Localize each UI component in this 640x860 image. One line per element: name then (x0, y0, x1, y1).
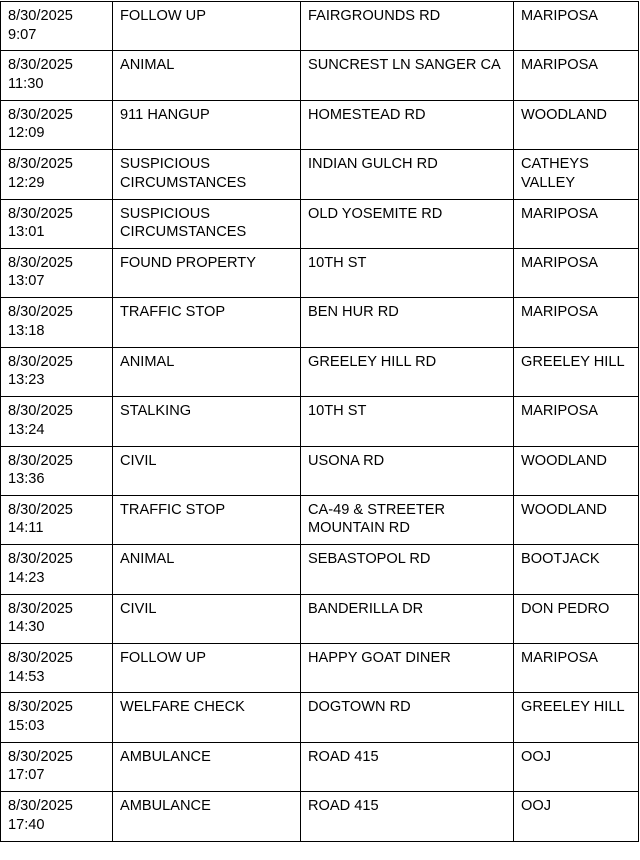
call-type-cell (113, 298, 301, 347)
table-row (1, 2, 639, 51)
location-cell (301, 446, 514, 495)
call-type-cell (113, 2, 301, 51)
table-row (1, 644, 639, 693)
table-row (1, 495, 639, 544)
call-type-cell-text: SUSPICIOUS CIRCUMSTANCES (120, 156, 247, 191)
location-cell-text: SUNCREST LN SANGER CA (308, 57, 501, 74)
datetime-cell (1, 397, 113, 446)
call-type-cell-text: SUSPICIOUS CIRCUMSTANCES (120, 205, 247, 241)
datetime-cell-text: 8/30/2025 14:11 (8, 501, 73, 537)
location-cell (301, 2, 514, 51)
call-type-cell-text: TRAFFIC STOP (120, 501, 226, 518)
city-cell-text: WOODLAND (521, 501, 607, 518)
datetime-cell-text: 8/30/2025 9:07 (8, 8, 73, 43)
city-cell (514, 2, 639, 51)
call-type-cell (113, 644, 301, 693)
city-cell-text: WOODLAND (521, 106, 607, 123)
call-type-cell (113, 100, 301, 149)
city-cell (514, 248, 639, 297)
call-log-table (0, 1, 639, 842)
location-cell (301, 248, 514, 297)
city-cell (514, 397, 639, 446)
datetime-cell-text: 8/30/2025 14:53 (8, 650, 73, 685)
datetime-cell (1, 347, 113, 396)
city-cell-text: MARIPOSA (521, 8, 599, 24)
call-log-body (1, 2, 639, 842)
call-type-cell-text: WELFARE CHECK (120, 699, 245, 716)
city-cell-text: OOJ (521, 748, 551, 765)
call-type-cell-text: STALKING (120, 403, 192, 420)
datetime-cell (1, 2, 113, 51)
table-row (1, 100, 639, 149)
datetime-cell-text: 8/30/2025 17:07 (8, 748, 73, 784)
location-cell-text: 10TH ST (308, 254, 367, 271)
location-cell (301, 100, 514, 149)
city-cell-text: MARIPOSA (521, 254, 599, 271)
location-cell-text: DOGTOWN RD (308, 699, 411, 716)
datetime-cell-text: 8/30/2025 14:30 (8, 600, 73, 636)
call-type-cell-text: 911 HANGUP (120, 106, 210, 123)
city-cell-text: MARIPOSA (521, 403, 599, 420)
location-cell-text: OLD YOSEMITE RD (308, 205, 443, 222)
location-cell (301, 298, 514, 347)
location-cell-text: FAIRGROUNDS RD (308, 8, 441, 24)
datetime-cell (1, 792, 113, 841)
datetime-cell-text: 8/30/2025 13:07 (8, 254, 73, 290)
location-cell (301, 150, 514, 199)
table-row (1, 742, 639, 791)
location-cell (301, 594, 514, 643)
datetime-cell (1, 545, 113, 594)
location-cell (301, 545, 514, 594)
table-row (1, 150, 639, 199)
datetime-cell-text: 8/30/2025 12:29 (8, 156, 73, 191)
table-row (1, 594, 639, 643)
city-cell (514, 446, 639, 495)
call-type-cell-text: CIVIL (120, 600, 157, 617)
location-cell-text: ROAD 415 (308, 798, 379, 815)
table-row (1, 397, 639, 446)
city-cell (514, 594, 639, 643)
datetime-cell (1, 693, 113, 742)
call-type-cell (113, 594, 301, 643)
call-type-cell (113, 51, 301, 100)
call-type-cell-text: CIVIL (120, 452, 157, 469)
call-type-cell (113, 792, 301, 841)
datetime-cell (1, 199, 113, 248)
call-type-cell (113, 495, 301, 544)
datetime-cell (1, 742, 113, 791)
location-cell (301, 693, 514, 742)
city-cell (514, 199, 639, 248)
location-cell-text: INDIAN GULCH RD (308, 156, 438, 173)
location-cell-text: SEBASTOPOL RD (308, 551, 431, 568)
location-cell-text: CA-49 & STREETER MOUNTAIN RD (308, 501, 446, 537)
datetime-cell (1, 51, 113, 100)
call-type-cell-text: ANIMAL (120, 57, 175, 74)
city-cell-text: MARIPOSA (521, 304, 599, 321)
city-cell-text: BOOTJACK (521, 551, 600, 568)
call-type-cell (113, 199, 301, 248)
city-cell-text: GREELEY HILL (521, 353, 625, 370)
call-type-cell-text: ANIMAL (120, 353, 175, 370)
call-type-cell (113, 545, 301, 594)
datetime-cell-text: 8/30/2025 13:24 (8, 403, 73, 438)
call-type-cell (113, 742, 301, 791)
datetime-cell-text: 8/30/2025 11:30 (8, 57, 73, 92)
city-cell (514, 298, 639, 347)
city-cell-text: GREELEY HILL (521, 699, 625, 716)
table-row (1, 298, 639, 347)
location-cell-text: ROAD 415 (308, 748, 379, 765)
datetime-cell-text: 8/30/2025 13:18 (8, 304, 73, 339)
location-cell (301, 51, 514, 100)
datetime-cell-text: 8/30/2025 13:01 (8, 205, 73, 241)
call-type-cell-text: FOUND PROPERTY (120, 254, 256, 271)
location-cell-text: GREELEY HILL RD (308, 353, 437, 370)
call-type-cell-text: AMBULANCE (120, 748, 211, 765)
city-cell-text: MARIPOSA (521, 650, 599, 667)
city-cell-text: WOODLAND (521, 452, 607, 469)
location-cell (301, 495, 514, 544)
call-type-cell-text: FOLLOW UP (120, 8, 206, 24)
call-type-cell (113, 347, 301, 396)
datetime-cell (1, 150, 113, 199)
city-cell (514, 644, 639, 693)
location-cell (301, 397, 514, 446)
city-cell-text: DON PEDRO (521, 600, 610, 617)
city-cell (514, 347, 639, 396)
location-cell-text: BANDERILLA DR (308, 600, 424, 617)
location-cell-text: USONA RD (308, 452, 385, 469)
city-cell-text: MARIPOSA (521, 205, 599, 222)
datetime-cell-text: 8/30/2025 14:23 (8, 551, 73, 586)
datetime-cell-text: 8/30/2025 12:09 (8, 106, 73, 142)
call-type-cell (113, 693, 301, 742)
call-type-cell (113, 248, 301, 297)
city-cell (514, 495, 639, 544)
datetime-cell (1, 100, 113, 149)
location-cell-text: 10TH ST (308, 403, 367, 420)
city-cell (514, 792, 639, 841)
datetime-cell-text: 8/30/2025 13:36 (8, 452, 73, 488)
location-cell-text: BEN HUR RD (308, 304, 399, 321)
table-row (1, 693, 639, 742)
call-type-cell (113, 446, 301, 495)
location-cell (301, 199, 514, 248)
city-cell (514, 51, 639, 100)
datetime-cell (1, 594, 113, 643)
table-row (1, 347, 639, 396)
city-cell (514, 100, 639, 149)
location-cell (301, 792, 514, 841)
location-cell (301, 347, 514, 396)
call-type-cell-text: TRAFFIC STOP (120, 304, 226, 321)
table-row (1, 792, 639, 841)
datetime-cell (1, 298, 113, 347)
datetime-cell-text: 8/30/2025 15:03 (8, 699, 73, 734)
call-type-cell (113, 397, 301, 446)
city-cell (514, 545, 639, 594)
location-cell (301, 644, 514, 693)
city-cell-text: OOJ (521, 798, 551, 815)
location-cell-text: HAPPY GOAT DINER (308, 650, 451, 667)
table-row (1, 446, 639, 495)
table-row (1, 199, 639, 248)
call-type-cell-text: AMBULANCE (120, 798, 211, 815)
datetime-cell-text: 8/30/2025 17:40 (8, 798, 73, 833)
city-cell-text: CATHEYS VALLEY (521, 156, 589, 191)
table-row (1, 248, 639, 297)
city-cell (514, 742, 639, 791)
city-cell (514, 150, 639, 199)
location-cell-text: HOMESTEAD RD (308, 106, 426, 123)
datetime-cell-text: 8/30/2025 13:23 (8, 353, 73, 389)
call-type-cell (113, 150, 301, 199)
table-row (1, 545, 639, 594)
city-cell-text: MARIPOSA (521, 57, 599, 74)
city-cell (514, 693, 639, 742)
datetime-cell (1, 495, 113, 544)
datetime-cell (1, 644, 113, 693)
call-type-cell-text: FOLLOW UP (120, 650, 206, 667)
datetime-cell (1, 446, 113, 495)
location-cell (301, 742, 514, 791)
datetime-cell (1, 248, 113, 297)
call-type-cell-text: ANIMAL (120, 551, 175, 568)
table-row (1, 51, 639, 100)
